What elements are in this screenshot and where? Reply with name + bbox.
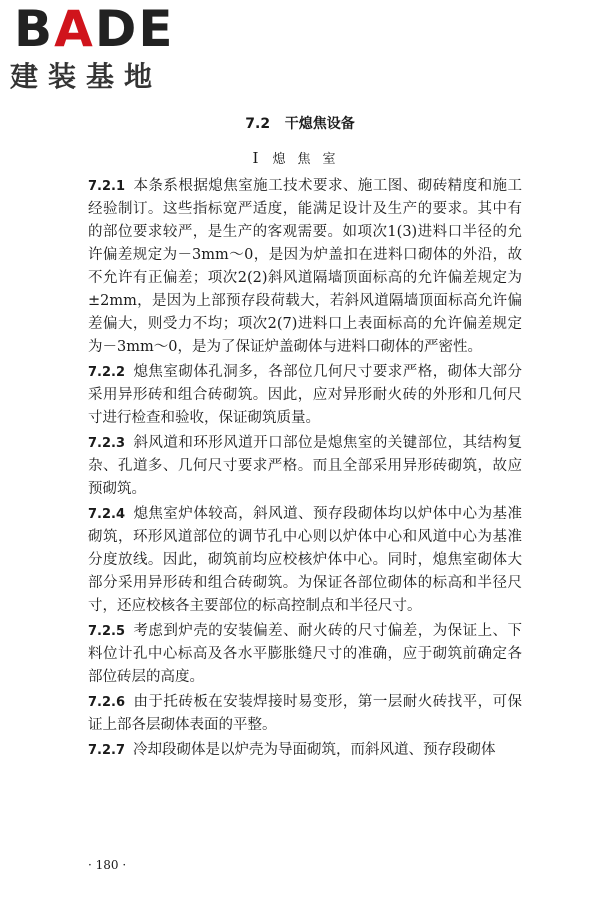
clause-number: 7.2.3 xyxy=(88,436,126,451)
section-number: 7.2 xyxy=(245,116,271,132)
clause-number: 7.2.1 xyxy=(88,179,126,194)
clause-text: 熄焦室砌体孔洞多，各部位几何尺寸要求严格，砌体大部分采用异形砖和组合砖砌筑。因此，应对异形耐火砖的外形和几何尺寸进行检查和验收，保证砌筑质量。 xyxy=(88,364,522,426)
subsection-heading xyxy=(0,148,600,167)
clause-text: 本条系根据熄焦室施工技术要求、施工图、砌砖精度和施工经验制订。这些指标宽严适度，能满足设计及生产的要求。其中有的部位要求较严，是生产的客观需要。如项次1(3)进料口半径的允许偏差规定为－3mm～0，是因为炉盖扣在进料口砌体的外沿，故不允许有正偏差；项次2(2)斜风道隔墙顶面标高的允许偏差规定为±2mm，是因为上部预存段荷载大，若斜风道隔墙顶面标高允许偏差偏大，则受力不均；项次2(7)进料口上表面标高的允许偏差规定为－3mm～0，是为了保证炉盖砌体与进料口砌体的严密性。 xyxy=(88,178,522,355)
logo-latin-text xyxy=(14,0,180,58)
clause-number: 7.2.2 xyxy=(88,365,126,380)
clause-paragraph xyxy=(88,432,522,501)
clause-paragraph xyxy=(88,620,522,689)
clause-text: 冷却段砌体是以炉壳为导面砌筑，而斜风道、预存段砌体 xyxy=(133,742,496,758)
clause-paragraph xyxy=(88,361,522,430)
subsection-roman-numeral: Ⅰ xyxy=(252,149,259,167)
clause-paragraph xyxy=(88,691,522,737)
document-body xyxy=(88,175,522,764)
clause-paragraph xyxy=(88,175,522,359)
section-heading xyxy=(0,113,600,133)
section-title: 干熄焦设备 xyxy=(284,116,355,132)
logo-letters-de: DE xyxy=(94,0,175,58)
clause-text: 熄焦室炉体较高，斜风道、预存段砌体均以炉体中心为基准砌筑，环形风道部位的调节孔中心则以炉体中心和风道中心为基准分度放线。因此，砌筑前均应校核炉体中心。同时，熄焦室砌体大部分采用异形砖和组合砖砌筑。为保证各部位砌体的标高和半径尺寸，还应校核各主要部位的标高控制点和半径尺寸。 xyxy=(88,506,522,614)
clause-text: 考虑到炉壳的安装偏差、耐火砖的尺寸偏差，为保证上、下料位计孔中心标高及各水平膨胀缝尺寸的准确，应于砌筑前确定各部位砖层的高度。 xyxy=(88,623,522,685)
clause-number: 7.2.5 xyxy=(88,624,126,639)
clause-paragraph xyxy=(88,739,522,762)
logo-letter-b: B xyxy=(14,0,55,58)
clause-number: 7.2.4 xyxy=(88,507,126,522)
publisher-logo xyxy=(10,0,180,94)
clause-text: 由于托砖板在安装焊接时易变形，第一层耐火砖找平，可保证上部各层砌体表面的平整。 xyxy=(88,694,522,733)
page-number: · 180 · xyxy=(88,858,127,872)
clause-text: 斜风道和环形风道开口部位是熄焦室的关键部位，其结构复杂、孔道多、几何尺寸要求严格。而且全部采用异形砖砌筑，故应预砌筑。 xyxy=(88,435,522,497)
subsection-title: 熄焦室 xyxy=(272,152,348,167)
clause-paragraph xyxy=(88,503,522,618)
logo-letter-a: A xyxy=(54,0,95,58)
logo-chinese-text: 建装基地 xyxy=(10,60,163,93)
clause-number: 7.2.6 xyxy=(88,695,126,710)
clause-number: 7.2.7 xyxy=(88,743,126,758)
